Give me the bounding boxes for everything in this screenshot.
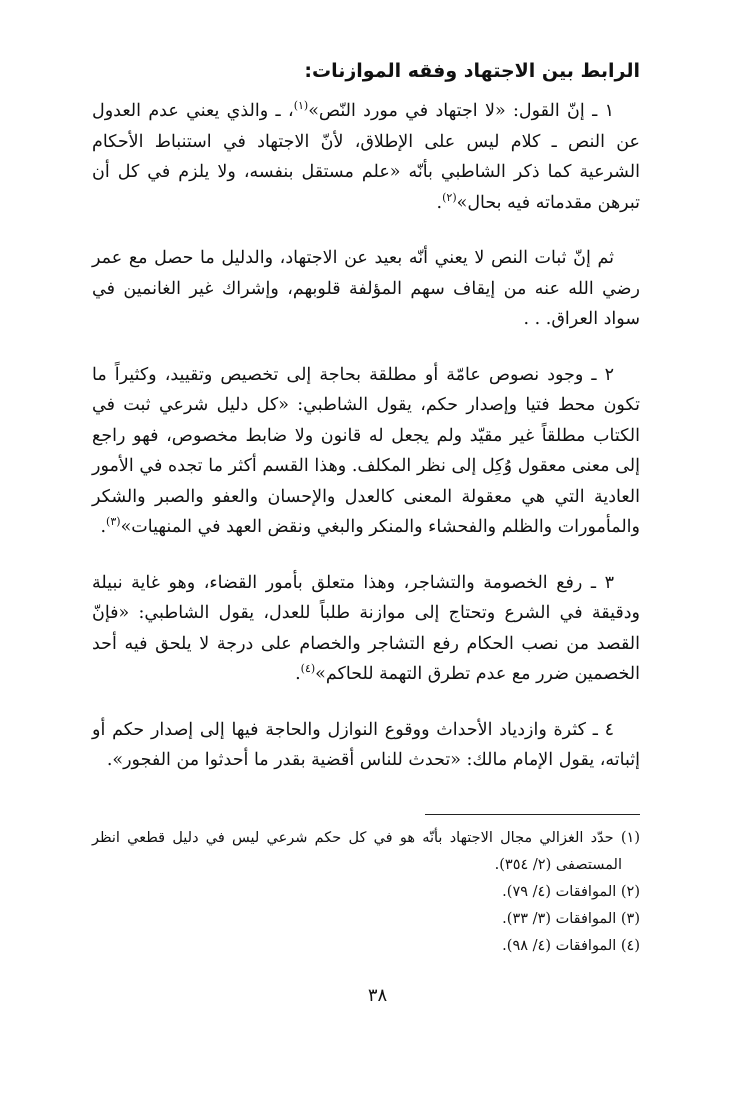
page-number: ٣٨ — [367, 985, 388, 1006]
footnote-3: (٣) الموافقات (٣/ ٣٣). — [502, 910, 640, 927]
footnote-ref-1: (١) — [293, 99, 309, 113]
footnote-ref-4: (٤) — [300, 662, 316, 676]
paragraph-4-end: . — [295, 664, 301, 684]
page-body — [92, 52, 640, 960]
paragraph-1-text-b: ، ـ والذي يعني عدم العدول عن النص ـ كلام ليس على الإطلاق، لأنّ الاجتهاد في استنباط الأحكام الشرعية كما ذكر الشاطبي بأنّه «علم مستقل بنفسه، ولا يلزم في كل أن تبرهن مقدماته فيه بحال» — [92, 101, 640, 213]
paragraph-1 — [92, 96, 640, 218]
footnote-separator — [425, 814, 640, 815]
paragraph-4-text: ٣ ـ رفع الخصومة والتشاجر، وهذا متعلق بأمور القضاء، وهو غاية نبيلة ودقيقة في الشرع وتحتاج إلى موازنة طلباً للعدل، يقول الشاطبي: «فإنّ القصد من نصب الحكام رفع التشاجر والخصام على درجة لا يلحق فيه أحد الخصمين ضرر مع عدم تطرق التهمة للحاكم» — [92, 572, 640, 684]
footnote-2: (٢) الموافقات (٤/ ٧٩). — [502, 883, 640, 900]
section-heading: الرابط بين الاجتهاد وفقه الموازنات: — [304, 60, 640, 82]
footnote-ref-2: (٢) — [442, 190, 457, 204]
paragraph-4 — [92, 568, 640, 690]
footnote-1: (١) حدّد الغزالي مجال الاجتهاد بأنّه هو في كل حكم شرعي ليس في دليل قطعي انظر المستصفى (٢/ ٣٥٤). — [92, 829, 640, 873]
footnote-ref-3: (٣) — [106, 515, 121, 529]
paragraph-3-end: . — [100, 517, 107, 537]
paragraph-5: ٤ ـ كثرة وازدياد الأحداث ووقوع النوازل والحاجة فيها إلى إصدار حكم أو إثباته، يقول الإمام مالك: «تحدث للناس أقضية بقدر ما أحدثوا من الفجور». — [92, 719, 640, 770]
paragraph-2: ثم إنّ ثبات النص لا يعني أنّه بعيد عن الاجتهاد، والدليل ما حصل مع عمر رضي الله عنه من إيقاف سهم المؤلفة قلوبهم، وإشراك غير الغانمين في سواد العراق. . . — [92, 248, 640, 329]
paragraph-1-end: . — [436, 192, 443, 213]
paragraph-1-text-a: ١ ـ إنّ القول: «لا اجتهاد في مورد النّص» — [308, 101, 614, 121]
paragraph-3-text: ٢ ـ وجود نصوص عامّة أو مطلقة بحاجة إلى تخصيص وتقييد، وكثيراً ما تكون محط فتيا وإصدار حكم، يقول الشاطبي: «كل دليل شرعي ثبت في الكتاب مطلقاً غير مقيّد ولم يجعل له قانون ولا ضابط مخصوص، فهو راجع إلى معنى معقول وُكِل إلى نظر المكلف. وهذا القسم أكثر ما تجده في الأمور العادية التي هي معقولة المعنى كالعدل والإحسان والعفو والصبر والشكر والمأمورات والظلم والفحشاء والمنكر والبغي ونقض العهد في المنهيات» — [92, 364, 640, 537]
footnote-4: (٤) الموافقات (٤/ ٩٨). — [502, 937, 640, 954]
paragraph-3 — [92, 360, 640, 543]
